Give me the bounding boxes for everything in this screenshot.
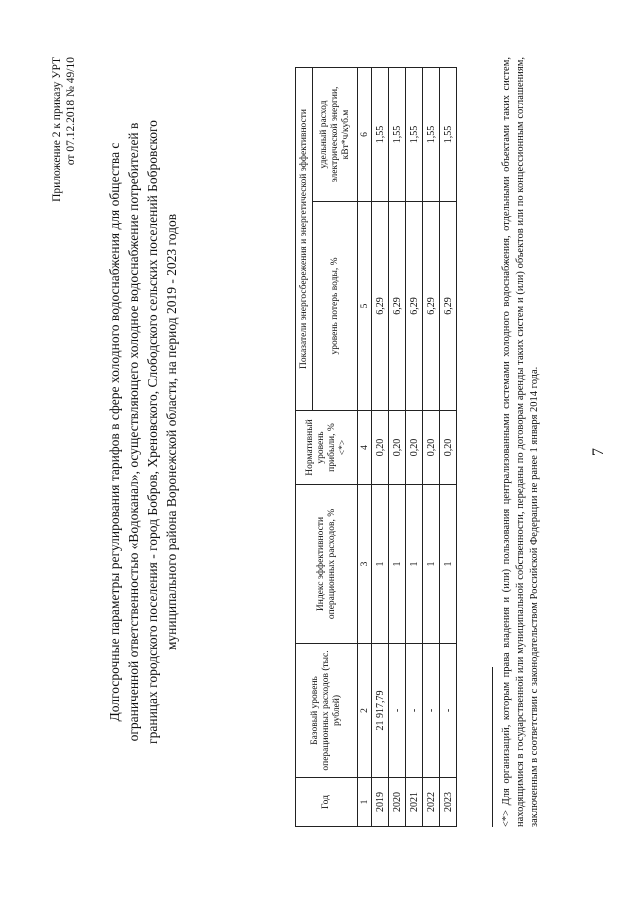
col-number: 5 xyxy=(358,202,372,411)
table-row xyxy=(389,68,406,827)
appendix-header xyxy=(50,57,78,202)
cell-year: 2023 xyxy=(440,778,457,827)
footnote-divider xyxy=(492,667,493,827)
cell-index: 1 xyxy=(440,485,457,644)
cell-profit: 0,20 xyxy=(372,411,389,485)
cell-specific: 1,55 xyxy=(372,68,389,202)
footnote: <*> Для организаций, которым права владения и (или) пользования централизованными системами холодного водоснабжения, отдельными объектами таких систем, находящимися в государственной или муниципальной собственности, переданы по договорам аренды таких систем и (или) объектов или по концессионным соглашениям, заключенным в соответствии с законодательством Российской Федерации не ранее 1 января 2014 года. xyxy=(501,57,540,827)
cell-year: 2019 xyxy=(372,778,389,827)
appendix-line-2: от 07.12.2018 № 49/10 xyxy=(65,57,77,166)
col-number: 2 xyxy=(358,644,372,778)
cell-base: - xyxy=(423,644,440,778)
cell-profit: 0,20 xyxy=(440,411,457,485)
rotated-content xyxy=(30,22,610,882)
column-numbers-row xyxy=(358,68,372,827)
cell-year: 2021 xyxy=(406,778,423,827)
cell-profit: 0,20 xyxy=(423,411,440,485)
parameters-table xyxy=(295,67,457,827)
cell-year: 2020 xyxy=(389,778,406,827)
cell-profit: 0,20 xyxy=(406,411,423,485)
page-number: 7 xyxy=(590,448,607,456)
cell-profit: 0,20 xyxy=(389,411,406,485)
col-number: 1 xyxy=(358,778,372,827)
header-profit: Нормативный уровень прибыли, % <*> xyxy=(296,411,358,485)
cell-base: 21 917,79 xyxy=(372,644,389,778)
cell-index: 1 xyxy=(406,485,423,644)
cell-loss: 6,29 xyxy=(389,202,406,411)
table-row xyxy=(423,68,440,827)
document-title: Долгосрочные параметры регулирования тарифов в сфере холодного водоснабжения для общества с ограниченной ответственностью «Водоканал», осуществляющего холодное водоснабжение потребителей в границах городского поселения - город Бобров, Хреновского, Слободского сельских поселений Бобровского муниципального района Воронежской области, на период 2019 - 2023 годов xyxy=(107,120,179,744)
header-index: Индекс эффективности операционных расходов, % xyxy=(296,485,358,644)
col-number: 4 xyxy=(358,411,372,485)
cell-year: 2022 xyxy=(423,778,440,827)
header-year: Год xyxy=(296,778,358,827)
cell-base: - xyxy=(406,644,423,778)
cell-loss: 6,29 xyxy=(440,202,457,411)
cell-base: - xyxy=(389,644,406,778)
cell-index: 1 xyxy=(372,485,389,644)
col-number: 3 xyxy=(358,485,372,644)
cell-loss: 6,29 xyxy=(406,202,423,411)
table-row xyxy=(372,68,389,827)
cell-specific: 1,55 xyxy=(406,68,423,202)
header-specific: удельный расход электрической энергии, кВт*ч/куб.м xyxy=(313,68,358,202)
cell-specific: 1,55 xyxy=(423,68,440,202)
cell-loss: 6,29 xyxy=(372,202,389,411)
header-energy-group: Показатели энергосбережения и энергетической эффективности xyxy=(296,68,313,411)
header-base: Базовый уровень операционных расходов (тыс. рублей) xyxy=(296,644,358,778)
appendix-line-1: Приложение 2 к приказу УРТ xyxy=(51,57,63,202)
header-loss: уровень потерь воды, % xyxy=(313,202,358,411)
table-row xyxy=(406,68,423,827)
cell-index: 1 xyxy=(389,485,406,644)
col-number: 6 xyxy=(358,68,372,202)
cell-specific: 1,55 xyxy=(389,68,406,202)
table-row xyxy=(440,68,457,827)
cell-index: 1 xyxy=(423,485,440,644)
cell-specific: 1,55 xyxy=(440,68,457,202)
cell-loss: 6,29 xyxy=(423,202,440,411)
cell-base: - xyxy=(440,644,457,778)
